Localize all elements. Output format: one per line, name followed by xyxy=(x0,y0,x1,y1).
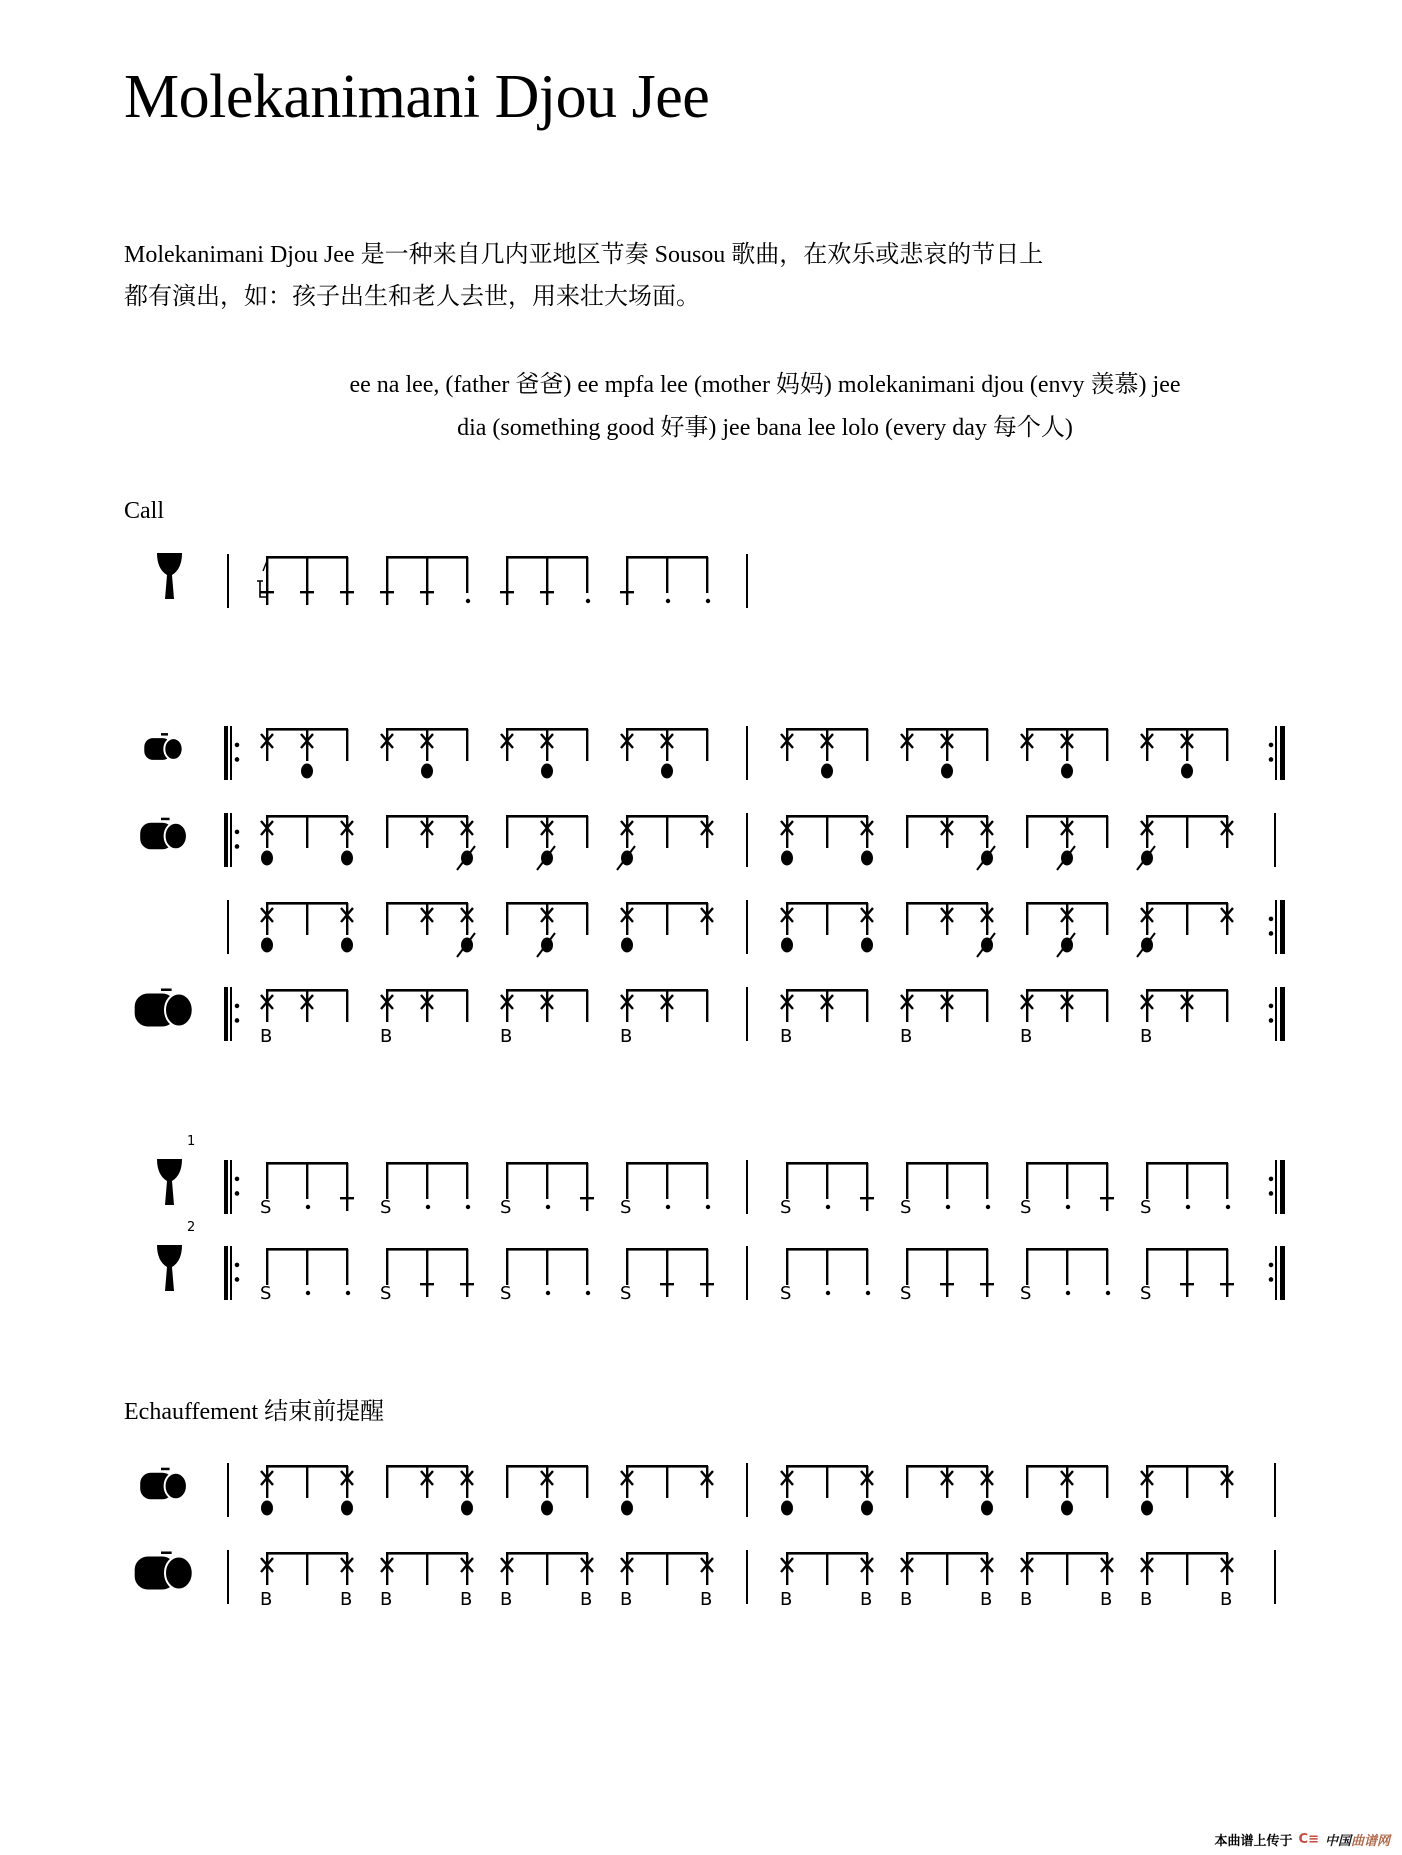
svg-text:B: B xyxy=(980,1589,993,1610)
svg-text:B: B xyxy=(1020,1589,1033,1610)
svg-text:B: B xyxy=(860,1589,873,1610)
beat-group xyxy=(780,1552,873,1610)
beat-group xyxy=(781,728,868,779)
beat-group xyxy=(1026,815,1108,870)
beat-group xyxy=(380,1162,470,1218)
svg-text:B: B xyxy=(620,1589,633,1610)
part-number: 1 xyxy=(187,1134,196,1149)
beat-group xyxy=(506,1465,588,1516)
beat-group xyxy=(780,1162,874,1218)
djembe-icon xyxy=(157,1245,182,1291)
svg-text:B: B xyxy=(380,1589,393,1610)
beat-group xyxy=(500,989,588,1047)
staff-kenkeni xyxy=(144,726,1285,780)
beat-group xyxy=(621,728,708,779)
svg-text:B: B xyxy=(1100,1589,1113,1610)
svg-text:B: B xyxy=(700,1589,713,1610)
svg-text:S: S xyxy=(780,1197,792,1218)
svg-text:S: S xyxy=(260,1197,272,1218)
svg-text:B: B xyxy=(500,1026,513,1047)
beat-group xyxy=(906,1465,993,1516)
svg-text:S: S xyxy=(620,1197,632,1218)
sangban-icon xyxy=(140,818,187,850)
beat-group xyxy=(506,815,588,870)
beat-group xyxy=(1026,902,1108,957)
beat-group xyxy=(900,989,988,1047)
watermark-prefix: 本曲谱上传于 xyxy=(1214,1834,1293,1849)
beat-group xyxy=(1020,1248,1110,1304)
staff-dundunba xyxy=(135,987,1285,1047)
dundunba-icon xyxy=(135,1551,193,1589)
svg-text:B: B xyxy=(260,1026,273,1047)
description-line-2: 都有演出，如：孩子出生和老人去世，用来壮大场面。 xyxy=(124,284,700,310)
svg-text:S: S xyxy=(1140,1283,1152,1304)
svg-text:B: B xyxy=(380,1026,393,1047)
svg-text:B: B xyxy=(1220,1589,1233,1610)
watermark xyxy=(1215,1830,1390,1849)
beat-group xyxy=(260,1162,354,1218)
beat-group xyxy=(621,902,713,953)
beat-group xyxy=(500,1552,593,1610)
beat-group xyxy=(906,902,995,957)
beat-group xyxy=(617,815,713,870)
lyrics-line-1: ee na lee, (father 爸爸) ee mpfa lee (mother 妈妈) molekanimani djou (envy 羡慕) jee xyxy=(349,372,1181,398)
beat-group xyxy=(620,1162,710,1218)
beat-group xyxy=(1140,1552,1233,1610)
beat-group xyxy=(780,989,868,1047)
beat-group xyxy=(901,728,988,779)
beat-group xyxy=(1137,902,1233,957)
staff-djembe-2 xyxy=(157,1220,1285,1304)
beat-group xyxy=(906,815,995,870)
djembe-icon xyxy=(157,553,182,599)
svg-text:S: S xyxy=(380,1197,392,1218)
svg-text:S: S xyxy=(1020,1283,1032,1304)
svg-text:B: B xyxy=(780,1589,793,1610)
svg-text:B: B xyxy=(1140,1026,1153,1047)
svg-text:B: B xyxy=(1020,1026,1033,1047)
svg-text:B: B xyxy=(340,1589,353,1610)
svg-text:S: S xyxy=(500,1197,512,1218)
svg-text:S: S xyxy=(1140,1197,1152,1218)
description-line-1: Molekanimani Djou Jee 是一种来自几内亚地区节奏 Sousou 歌曲，在欢乐或悲哀的节日上 xyxy=(124,242,1044,268)
beat-group xyxy=(780,1248,870,1304)
svg-text:B: B xyxy=(900,1589,913,1610)
beat-group xyxy=(386,902,475,957)
part-number: 2 xyxy=(187,1220,196,1235)
dundunba-icon xyxy=(135,988,193,1026)
beat-group xyxy=(1140,1162,1230,1218)
beat-group xyxy=(260,1552,353,1610)
beat-group xyxy=(381,728,468,779)
svg-text:S: S xyxy=(900,1283,912,1304)
svg-text:S: S xyxy=(260,1283,272,1304)
svg-text:B: B xyxy=(620,1026,633,1047)
beat-group xyxy=(620,989,708,1047)
beat-group xyxy=(620,1248,714,1304)
beat-group xyxy=(620,556,710,605)
beat-group xyxy=(1026,1465,1108,1516)
beat-group xyxy=(900,1248,994,1304)
beat-group xyxy=(781,902,873,953)
site-logo-icon: C≡ xyxy=(1298,1832,1319,1847)
beat-group xyxy=(260,556,354,605)
beat-group xyxy=(380,989,468,1047)
beat-group xyxy=(500,556,590,605)
beat-group xyxy=(380,1552,473,1610)
beat-group xyxy=(1141,1465,1233,1516)
beat-group xyxy=(1020,989,1108,1047)
beat-group xyxy=(781,1465,873,1516)
svg-text:S: S xyxy=(900,1197,912,1218)
beat-group xyxy=(1021,728,1108,779)
staff-djembe-1 xyxy=(157,1134,1285,1218)
staff-call-djembe xyxy=(157,553,748,608)
beat-group xyxy=(1140,989,1228,1047)
beat-group xyxy=(506,902,588,957)
lyrics-line-2: dia (something good 好事) jee bana lee lolo (every day 每个人) xyxy=(457,415,1073,441)
beat-group xyxy=(261,1465,353,1516)
beat-group xyxy=(620,1552,713,1610)
svg-text:S: S xyxy=(380,1283,392,1304)
svg-text:B: B xyxy=(1140,1589,1153,1610)
beat-group xyxy=(1140,1248,1234,1304)
svg-text:B: B xyxy=(260,1589,273,1610)
beat-group xyxy=(261,902,353,953)
djembe-icon xyxy=(157,1159,182,1205)
sangban-icon xyxy=(140,1468,187,1500)
site-name: 中国曲谱网 xyxy=(1324,1834,1390,1849)
beat-group xyxy=(621,1465,713,1516)
beat-group xyxy=(501,728,588,779)
beat-group xyxy=(1020,1552,1113,1610)
staff-sangban-1 xyxy=(140,813,1276,870)
beat-group xyxy=(781,815,873,866)
staff-sangban-2 xyxy=(227,900,1285,957)
staff-echauffement-sangban xyxy=(140,1463,1276,1517)
beat-group xyxy=(386,1465,473,1516)
beat-group xyxy=(260,989,348,1047)
svg-text:S: S xyxy=(620,1283,632,1304)
beat-group xyxy=(380,1248,474,1304)
svg-text:B: B xyxy=(500,1589,513,1610)
svg-text:B: B xyxy=(780,1026,793,1047)
page-title: Molekanimani Djou Jee xyxy=(124,63,710,131)
beat-group xyxy=(261,728,348,779)
beat-group xyxy=(260,1248,350,1304)
kenkeni-icon xyxy=(144,733,182,760)
staff-echauffement-dundunba xyxy=(135,1550,1276,1610)
svg-text:B: B xyxy=(580,1589,593,1610)
section-label-call: Call xyxy=(124,498,164,524)
beat-group xyxy=(386,815,475,870)
svg-text:S: S xyxy=(500,1283,512,1304)
beat-group xyxy=(1137,815,1233,870)
svg-text:B: B xyxy=(460,1589,473,1610)
section-label-echauffement: Echauffement 结束前提醒 xyxy=(124,1399,385,1425)
beat-group xyxy=(900,1552,993,1610)
beat-group xyxy=(1141,728,1228,779)
beat-group xyxy=(261,815,353,866)
beat-group xyxy=(900,1162,990,1218)
beat-group xyxy=(500,1162,594,1218)
beat-group xyxy=(380,556,470,605)
beat-group xyxy=(1020,1162,1114,1218)
svg-text:S: S xyxy=(780,1283,792,1304)
beat-group xyxy=(500,1248,590,1304)
svg-text:S: S xyxy=(1020,1197,1032,1218)
svg-text:B: B xyxy=(900,1026,913,1047)
